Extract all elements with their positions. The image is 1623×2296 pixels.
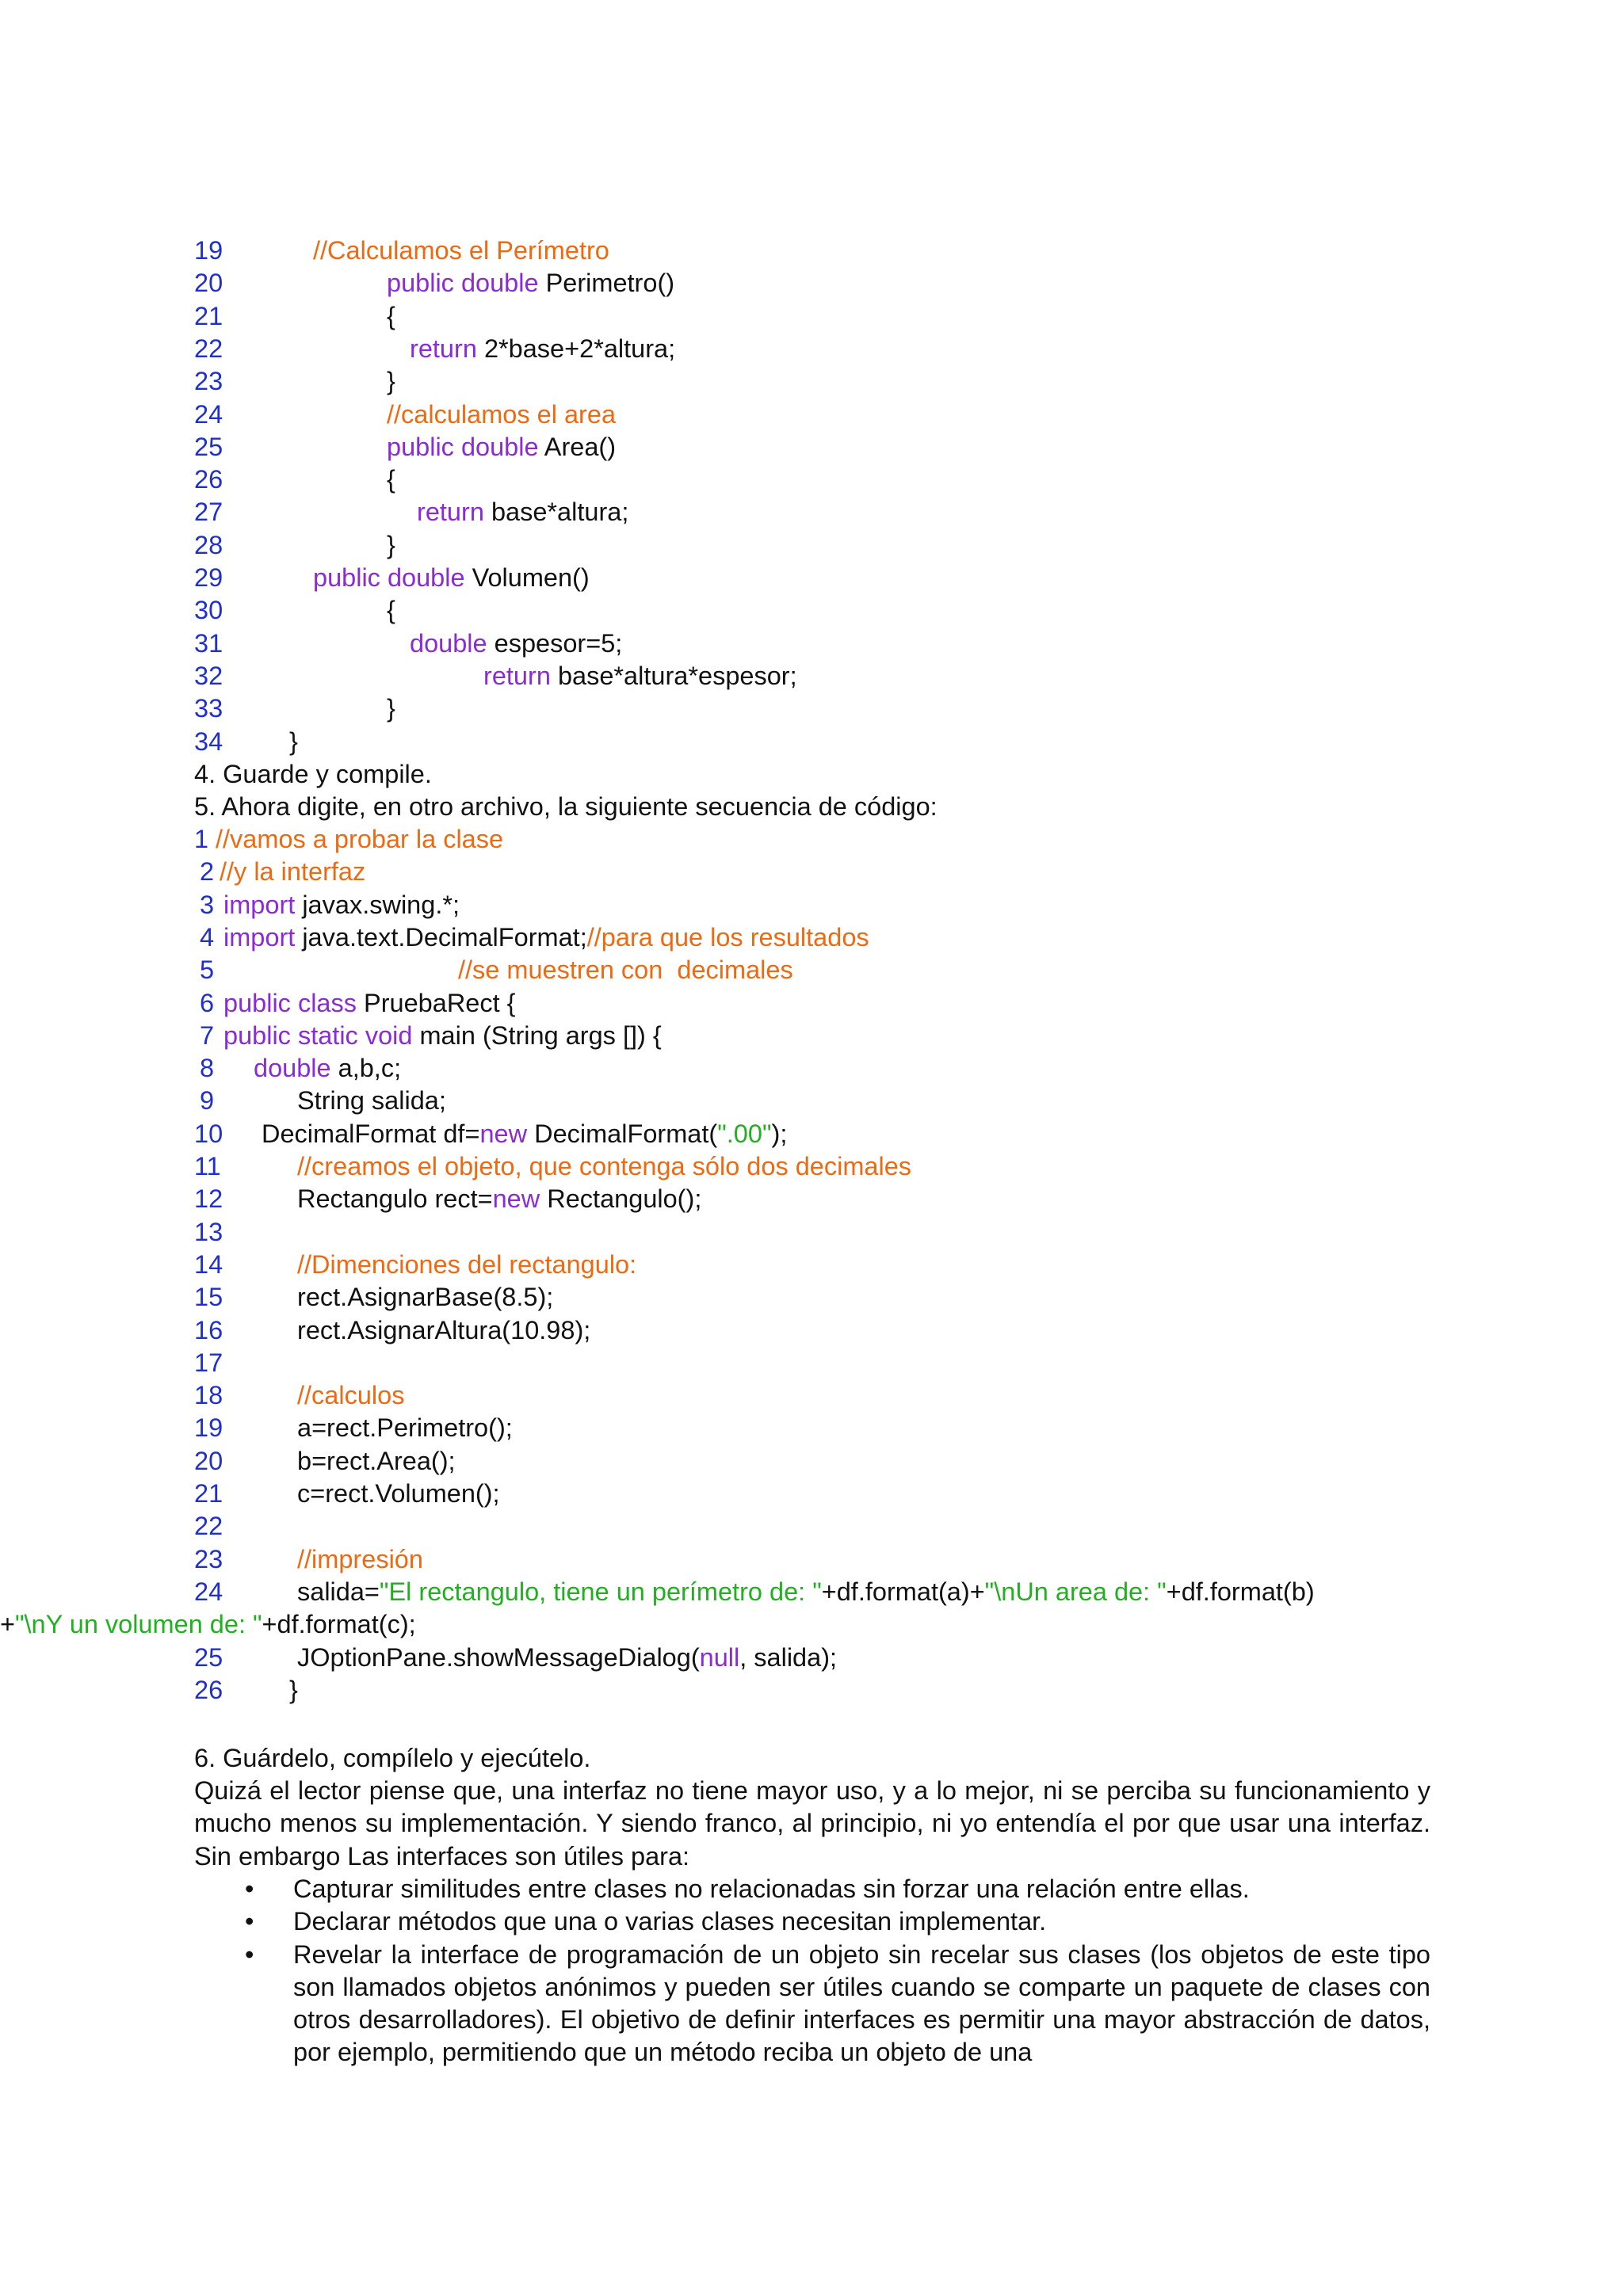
line-number: 33 [194,694,223,723]
code-token: +df.format(a)+ [821,1577,985,1606]
code-token: public class [223,988,365,1017]
code-line [194,1085,1430,1117]
bullet-icon: • [245,1907,254,1936]
code-token: 2*base+2*altura; [483,334,676,363]
code-line [194,562,1430,594]
code-line [194,496,1430,528]
code-line [194,1347,1430,1379]
code-token: import [223,890,303,919]
code-text [410,627,622,660]
code-text [297,1445,456,1478]
code-token: //y la interfaz [220,857,366,887]
line-number: 13 [194,1217,223,1246]
code-token: +df.format(b) [1166,1577,1315,1606]
line-number: 30 [194,596,223,625]
list-item [194,1905,1430,1938]
code-text [387,529,395,562]
line-number: 2 [200,857,215,887]
code-token: String salida; [297,1086,446,1116]
code-text [387,692,395,725]
code-text [313,235,609,267]
code-token: } [289,1675,298,1704]
code-line [194,660,1430,692]
bullet-icon: • [245,1939,254,1969]
line-number: 6 [200,988,215,1017]
code-token: //calculos [297,1381,405,1410]
code-text [223,987,516,1020]
code-line [194,823,1430,856]
line-number: 10 [194,1119,223,1148]
code-token: Perimetro() [545,269,675,298]
code-token: } [387,530,395,559]
code-line [194,889,1430,921]
code-token: return [417,498,491,527]
code-text [387,594,395,627]
code-text [417,496,628,528]
line-number: 19 [194,236,223,265]
code-line [194,1445,1430,1478]
code-line [0,1608,1430,1641]
code-text [387,431,616,463]
code-token: ); [771,1119,788,1148]
code-token: public static void [223,1020,420,1050]
code-line [194,1216,1430,1249]
code-token: { [387,301,395,330]
code-token: } [289,727,298,756]
line-number: 20 [194,269,223,298]
code-token: //Dimenciones del rectangulo: [297,1249,637,1279]
code-text [297,1642,837,1674]
line-number: 27 [194,498,223,527]
line-number: 20 [194,1446,223,1475]
code-line [194,1543,1430,1576]
line-number: 19 [194,1413,223,1443]
line-number: 25 [194,1642,223,1672]
code-text [387,399,616,431]
line-number: 26 [194,1675,223,1704]
code-token: DecimalFormat( [534,1119,718,1148]
code-text [223,921,869,954]
bullet-text: Declarar métodos que una o varias clases necesitan implementar. [293,1907,1047,1936]
line-number: 3 [200,890,215,919]
code-line [194,1478,1430,1510]
line-number: 22 [194,1512,223,1541]
code-line [194,856,1430,888]
code-token: public double [387,432,544,461]
code-text [483,660,797,692]
interfaces-uses-list [194,1873,1430,2069]
line-number: 8 [200,1054,215,1083]
code-line [194,921,1430,954]
line-number: 14 [194,1249,223,1279]
code-token: } [387,367,395,396]
interfaces-paragraph: Quizá el lector piense que, una interfaz no tiene mayor uso, y a lo mejor, ni se perciba su funcionamiento y mucho menos su implementación. Y siendo franco, al principio, ni yo entendía el por que usar una interfaz. Sin embargo Las interfaces son útiles para: [194,1776,1430,1871]
list-item [194,1939,1430,2069]
code-line [194,1118,1430,1150]
code-token: + [0,1610,15,1639]
code-text [220,856,365,888]
code-text [458,954,793,986]
line-number: 22 [194,334,223,363]
code-line [194,300,1430,333]
code-token: base*altura; [491,498,629,527]
code-line [194,954,1430,986]
code-token: rect.AsignarAltura(10.98); [297,1315,591,1344]
code-line [194,1314,1430,1347]
code-text [223,1020,662,1052]
code-line [194,1020,1430,1052]
line-number: 4 [200,922,215,952]
list-item [194,1873,1430,1905]
line-number: 21 [194,301,223,330]
code-token: java.text.DecimalFormat; [302,922,587,952]
line-number: 12 [194,1184,223,1214]
code-token: import [223,922,303,952]
code-line [194,529,1430,562]
code-text [297,1150,911,1183]
code-line [194,1052,1430,1085]
line-number: 16 [194,1315,223,1344]
code-token: //vamos a probar la clase [216,825,504,853]
code-text [289,1674,298,1707]
code-token: //creamos el objeto, que contenga sólo dos decimales [297,1152,912,1180]
code-text [216,823,503,856]
code-line [194,1642,1430,1674]
code-token: //para que los resultados [586,922,869,952]
code-token: "\nUn area de: " [984,1577,1167,1606]
line-number: 1 [194,825,209,853]
code-token: +df.format(c); [262,1610,416,1639]
step-6-text: 6. Guárdelo, compílelo y ejecútelo. [194,1744,591,1772]
code-token: PruebaRect { [364,988,516,1017]
code-token: rect.AsignarBase(8.5); [297,1283,554,1312]
line-number: 24 [194,1577,223,1606]
code-token: base*altura*espesor; [557,661,797,690]
code-line [194,1150,1430,1183]
code-text [297,1249,636,1281]
code-token: "El rectangulo, tiene un perímetro de: " [379,1577,822,1606]
code-line [194,1281,1430,1314]
bullet-text: Revelar la interface de programación de un objeto sin recelar sus clases (los objetos de este tipo son llamados objetos anónimos y pueden ser útiles cuando se comparte un paquete de clases con otros desarrolladores). El objetivo de definir interfaces es permitir una mayor abstracción de datos, por ejemplo, permitiendo que un método reciba un objeto de una [293,1939,1430,2067]
code-token: a=rect.Perimetro(); [297,1413,513,1443]
line-number: 31 [194,628,223,658]
code-line [194,1674,1430,1707]
code-text [387,267,674,299]
code-token: null [699,1642,740,1672]
code-text [0,1608,416,1641]
code-token: //se muestren con decimales [458,955,793,985]
line-number: 21 [194,1479,223,1508]
code-line [194,235,1430,267]
code-text [313,562,590,594]
code-text [297,1478,500,1510]
code-line [194,365,1430,398]
code-token: "\nY un volumen de: " [14,1610,262,1639]
code-token: //Calculamos el Perímetro [313,236,609,265]
code-token: } [387,694,395,723]
code-token: ".00" [717,1119,772,1148]
code-line [194,333,1430,365]
code-line [194,1576,1430,1608]
code-line [194,1183,1430,1215]
code-text [297,1543,423,1576]
code-token: //impresión [297,1544,423,1573]
bullet-text: Capturar similitudes entre clases no relacionadas sin forzar una relación entre ellas. [293,1875,1250,1903]
code-line [194,1249,1430,1281]
line-number: 23 [194,367,223,396]
code-token: DecimalFormat df= [262,1119,480,1148]
line-number: 34 [194,727,223,756]
code-line [194,594,1430,627]
code-line [194,399,1430,431]
line-number: 24 [194,399,223,429]
code-text [262,1118,787,1150]
code-text [387,463,395,496]
line-number: 15 [194,1283,223,1312]
code-token: { [387,465,395,494]
code-token: Rectangulo rect= [297,1184,493,1214]
line-number: 7 [200,1020,215,1050]
line-number: 5 [200,955,215,985]
code-line [194,267,1430,299]
code-token: a,b,c; [338,1054,402,1083]
code-line [194,1510,1430,1543]
code-line [194,692,1430,725]
line-number: 9 [200,1086,215,1116]
line-number: 25 [194,432,223,461]
code-token: new [479,1119,535,1148]
code-token: salida= [297,1577,380,1606]
line-number: 28 [194,530,223,559]
code-text [254,1052,401,1085]
code-token: new [492,1184,548,1214]
line-number: 29 [194,563,223,592]
line-number: 32 [194,661,223,690]
code-text [387,365,395,398]
code-token: //calculamos el area [387,399,617,429]
code-line [194,726,1430,758]
code-token: return [410,334,484,363]
code-line [194,627,1430,660]
code-token: espesor=5; [494,628,623,658]
code-token: return [483,661,558,690]
code-text [289,726,298,758]
code-token: , salida); [739,1642,838,1672]
line-number: 11 [194,1152,221,1180]
code-line [194,1412,1430,1444]
code-token: public double [387,269,546,298]
code-text [297,1576,1315,1608]
code-text [297,1183,701,1215]
code-token: double [410,628,495,658]
step-5-text: 5. Ahora digite, en otro archivo, la siguiente secuencia de código: [194,792,938,821]
line-number: 18 [194,1381,223,1410]
code-text [297,1379,404,1412]
code-token: main (String args []) { [419,1020,662,1050]
code-text [387,300,395,333]
code-token: javax.swing.*; [302,890,460,919]
code-token: { [387,596,395,625]
code-text [223,889,460,921]
code-token: JOptionPane.showMessageDialog( [297,1642,700,1672]
code-text [297,1281,553,1314]
code-token: public double [313,563,472,592]
code-token: double [254,1054,338,1083]
bullet-icon: • [245,1875,254,1903]
code-token: b=rect.Area(); [297,1446,456,1475]
code-line [194,431,1430,463]
code-line [194,1379,1430,1412]
code-line [194,463,1430,496]
line-number: 23 [194,1544,223,1573]
line-number: 26 [194,465,223,494]
code-text [410,333,675,365]
code-token: Volumen() [472,563,590,592]
code-token: c=rect.Volumen(); [297,1479,500,1508]
line-number: 17 [194,1348,223,1377]
code-text [297,1412,513,1444]
code-line [194,987,1430,1020]
code-text [297,1085,446,1117]
code-token: Area() [544,432,617,461]
code-text [297,1314,590,1347]
code-token: Rectangulo(); [547,1184,702,1214]
step-4-text: 4. Guarde y compile. [194,760,432,788]
